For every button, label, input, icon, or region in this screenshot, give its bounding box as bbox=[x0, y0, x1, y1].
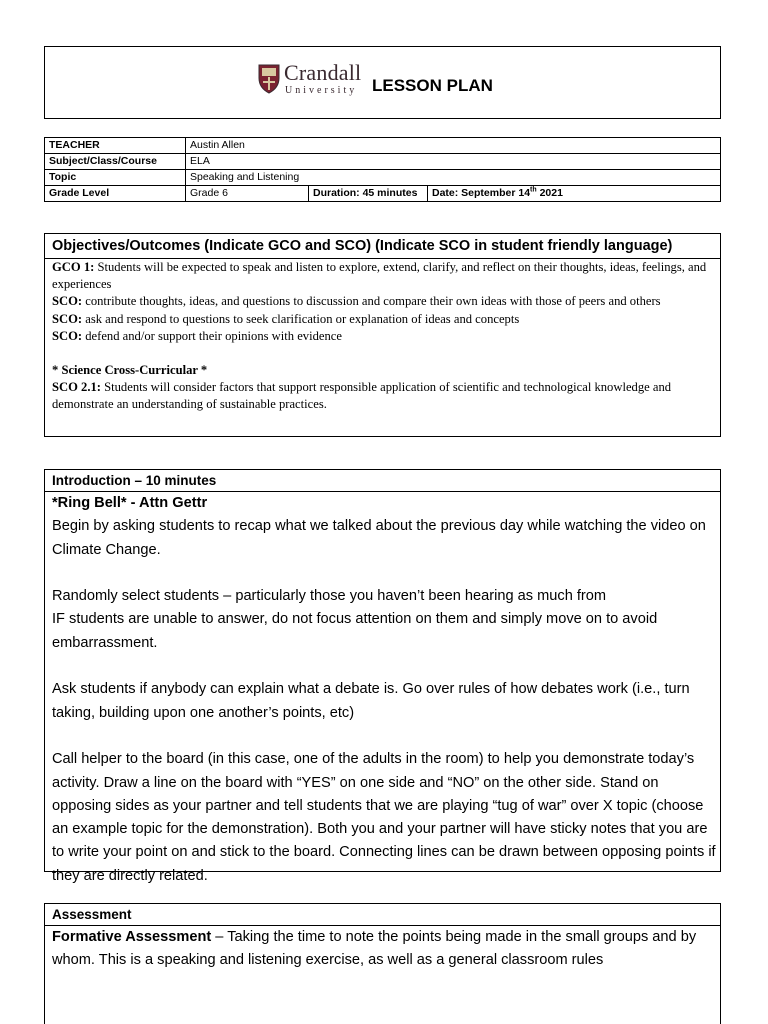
sco1-text: contribute thoughts, ideas, and questions to discussion and compare their own ideas with those of peers and others bbox=[82, 294, 661, 309]
duration-value: Duration: 45 minutes bbox=[309, 186, 428, 202]
introduction-heading: Introduction – 10 minutes bbox=[45, 470, 720, 492]
sco1-item bbox=[52, 293, 716, 310]
objectives-heading: Objectives/Outcomes (Indicate GCO and SCO) (Indicate SCO in student friendly language) bbox=[45, 234, 720, 259]
logo-wordmark: Crandall bbox=[284, 60, 362, 85]
page-title: LESSON PLAN bbox=[372, 76, 493, 95]
sco-label: SCO: bbox=[52, 294, 83, 309]
gco1-label: GCO 1: bbox=[52, 260, 95, 274]
date-year: 2021 bbox=[536, 187, 563, 199]
formative-assessment bbox=[52, 926, 716, 973]
science-heading bbox=[52, 362, 716, 379]
topic-label: Topic bbox=[45, 170, 186, 186]
sco21-text: Students will consider factors that support responsible application of scientific and technological knowledge and demonstrate an understanding of sustainable practices. bbox=[52, 380, 672, 412]
intro-paragraph: Call helper to the board (in this case, one of the adults in the room) to help you demonstrate today’s activity. Draw a line on the board with “YES” on one side and “NO” on the other side. Stand on opposing sides as your partner and tell students that we are playing “tug of war” over X topic (choose an example topic for the demonstration). Both you and your partner will have sticky notes that you are to write your point on and stick to the board. Connecting lines can be drawn between opposing points if they are directly related. bbox=[52, 751, 716, 884]
date-suffix-sup: th bbox=[530, 186, 537, 194]
introduction-body bbox=[52, 492, 716, 888]
info-table bbox=[44, 137, 721, 202]
sco2-text: ask and respond to questions to seek clarification or explanation of ideas and concepts bbox=[82, 311, 520, 326]
grade-label: Grade Level bbox=[45, 186, 186, 202]
objectives-body bbox=[52, 259, 716, 414]
header-box bbox=[44, 46, 721, 119]
gco1-text: Students will be expected to speak and listen to explore, extend, clarify, and reflect on their thoughts, ideas, feelings, and experiences bbox=[52, 260, 707, 292]
subject-value: ELA bbox=[186, 154, 721, 170]
assessment-section bbox=[44, 903, 721, 1024]
grade-value: Grade 6 bbox=[186, 186, 309, 202]
date-prefix: Date: September 14 bbox=[432, 187, 531, 199]
formative-text: – Taking the time to note the points being made in the small groups and by whom. This is a speaking and listening exercise, as well as a general classroom rules bbox=[52, 929, 697, 969]
formative-label: Formative Assessment bbox=[52, 929, 212, 945]
assessment-body bbox=[52, 926, 716, 973]
intro-paragraph: Begin by asking students to recap what we talked about the previous day while watching the video on Climate Change. bbox=[52, 518, 706, 558]
teacher-value: Austin Allen bbox=[186, 138, 721, 154]
ring-bell-line: *Ring Bell* - Attn Gettr bbox=[52, 495, 208, 511]
table-row bbox=[45, 138, 721, 154]
teacher-label: TEACHER bbox=[45, 138, 186, 154]
science-heading-text: * Science Cross-Curricular * bbox=[52, 363, 208, 378]
shield-icon bbox=[258, 64, 280, 94]
sco3-item bbox=[52, 328, 716, 345]
intro-paragraph: Randomly select students – particularly those you haven’t been hearing as much from bbox=[52, 588, 607, 605]
objectives-section bbox=[44, 233, 721, 437]
sco-label: SCO: bbox=[52, 311, 83, 326]
topic-value: Speaking and Listening bbox=[186, 170, 721, 186]
table-row bbox=[45, 154, 721, 170]
intro-paragraph: Ask students if anybody can explain what a debate is. Go over rules of how debates work (i.e., turn taking, building upon one another’s points, etc) bbox=[52, 681, 690, 721]
assessment-heading: Assessment bbox=[45, 904, 720, 926]
sco-label: SCO: bbox=[52, 328, 83, 343]
date-value bbox=[428, 186, 721, 202]
table-row bbox=[45, 170, 721, 186]
introduction-section bbox=[44, 469, 721, 884]
logo-subtitle: University bbox=[285, 85, 358, 96]
subject-label: Subject/Class/Course bbox=[45, 154, 186, 170]
sco2-item bbox=[52, 311, 716, 328]
gco1-item bbox=[52, 259, 716, 293]
table-row bbox=[45, 186, 721, 202]
university-logo bbox=[258, 60, 378, 98]
sco21-label: SCO 2.1: bbox=[52, 380, 101, 395]
intro-paragraph: IF students are unable to answer, do not focus attention on them and simply move on to avoid embarrassment. bbox=[52, 611, 658, 651]
sco21-item bbox=[52, 379, 716, 413]
sco3-text: defend and/or support their opinions with evidence bbox=[82, 328, 342, 343]
